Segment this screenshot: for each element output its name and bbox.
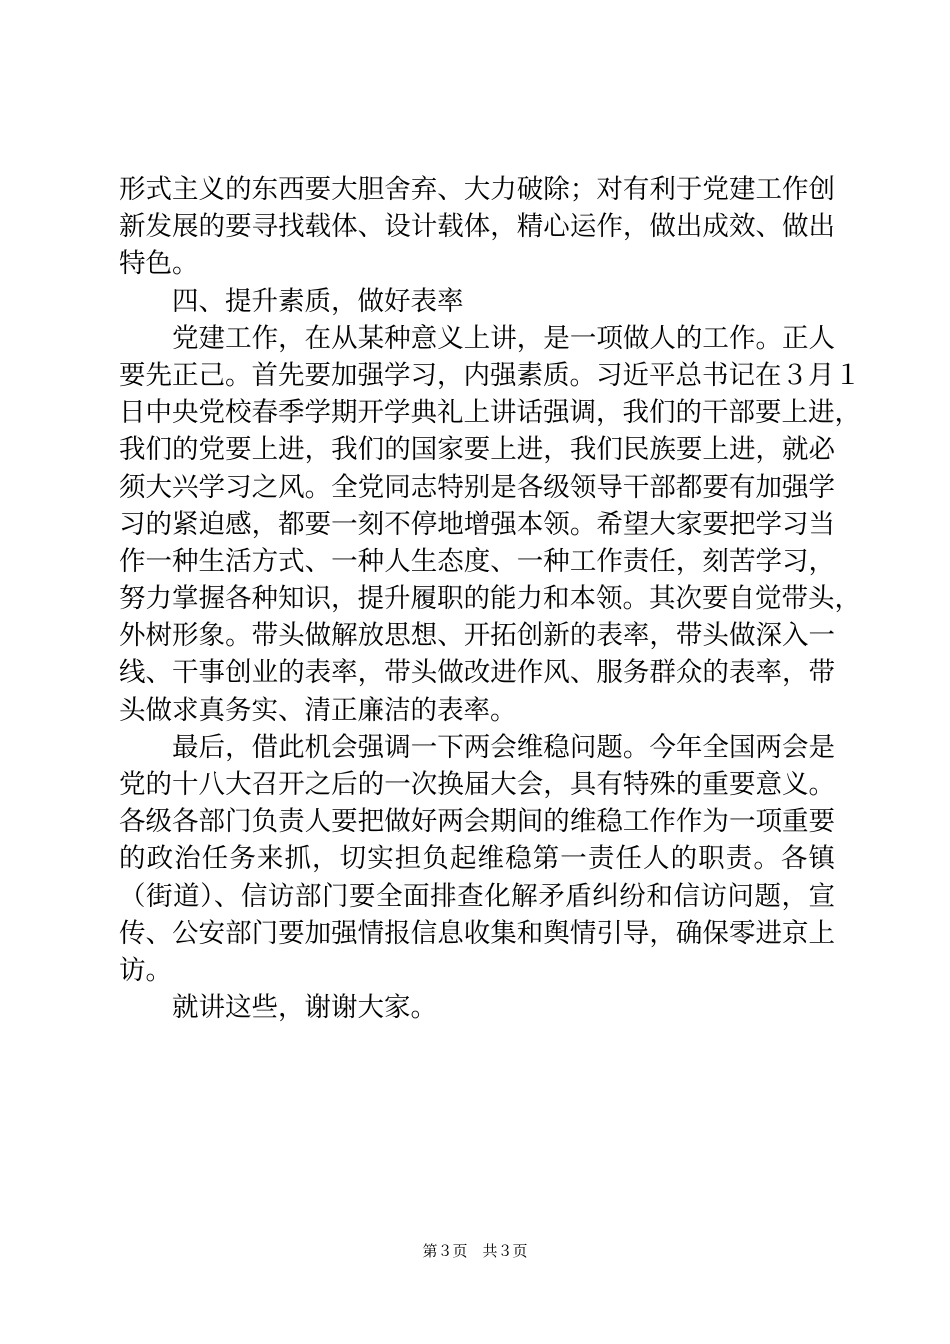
text-line: 须大兴学习之风。全党同志特别是各级领导干部都要有加强学	[119, 471, 835, 503]
document-body	[119, 171, 861, 1026]
text-line: 的政治任务来抓，切实担负起维稳第一责任人的职责。各镇	[119, 843, 835, 875]
text-line: 习的紧迫感，都要一刻不停地增强本领。希望大家要把学习当	[119, 508, 835, 540]
text-line: 特色。	[119, 248, 199, 280]
text-line: 线、干事创业的表率，带头做改进作风、服务群众的表率，带	[119, 657, 835, 689]
text-line: 新发展的要寻找载体、设计载体，精心运作，做出成效、做出	[119, 211, 835, 243]
closing-line: 就讲这些，谢谢大家。	[119, 992, 437, 1024]
text-line: 努力掌握各种知识，提升履职的能力和本领。其次要自觉带头，	[119, 583, 861, 615]
text-line: 头做求真务实、清正廉洁的表率。	[119, 694, 517, 726]
text-line: 党建工作，在从某种意义上讲，是一项做人的工作。正人	[119, 322, 835, 354]
text-line: （街道）、信访部门要全面排查化解矛盾纠纷和信访问题，宣	[119, 880, 835, 912]
text-line: 作一种生活方式、一种人生态度、一种工作责任，刻苦学习，	[119, 545, 835, 577]
text-line: 日中央党校春季学期开学典礼上讲话强调，我们的干部要上进，	[119, 397, 861, 429]
text-line: 最后，借此机会强调一下两会维稳问题。今年全国两会是	[119, 731, 835, 763]
text-line: 访。	[119, 954, 172, 986]
text-line: 传、公安部门要加强情报信息收集和舆情引导，确保零进京上	[119, 917, 835, 949]
text-line: 外树形象。带头做解放思想、开拓创新的表率，带头做深入一	[119, 620, 835, 652]
text-line: 党的十八大召开之后的一次换届大会，具有特殊的重要意义。	[119, 769, 835, 800]
text-line: 形式主义的东西要大胆舍弃、大力破除；对有利于党建工作创	[119, 174, 835, 205]
text-line: 各级各部门负责人要把做好两会期间的维稳工作作为一项重要	[119, 806, 835, 838]
section-heading: 四、提升素质，做好表率	[119, 285, 464, 317]
page-footer	[0, 1241, 950, 1261]
page-number-label: 第３页 共３页	[422, 1242, 528, 1260]
text-line: 要先正己。首先要加强学习，内强素质。习近平总书记在３月１	[119, 359, 861, 391]
text-line: 我们的党要上进，我们的国家要上进，我们民族要上进，就必	[119, 434, 835, 466]
